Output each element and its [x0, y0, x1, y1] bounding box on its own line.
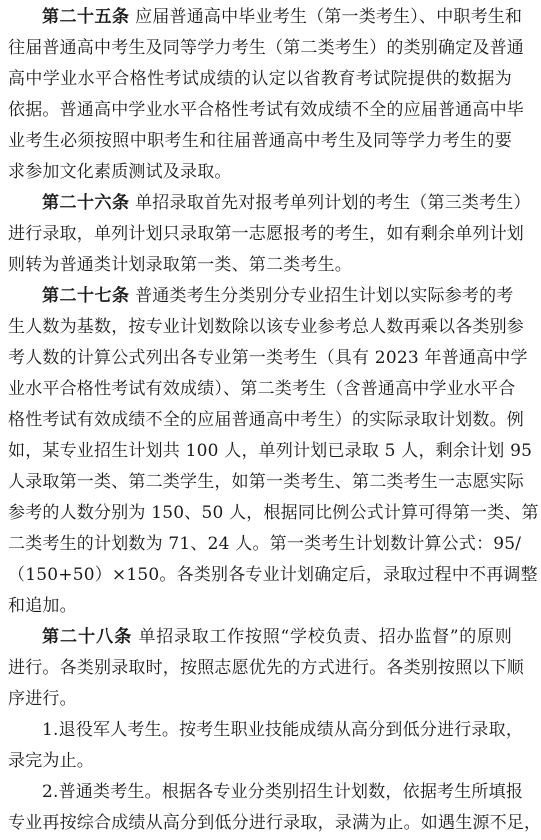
- article-27-line-10: （150+50）×150。各类别各专业计划确定后，录取过程中不再调整: [8, 565, 538, 585]
- article-27-line-7: 人录取第一类、第二类学生，如第一类考生、第二类考生一志愿实际: [8, 472, 524, 492]
- article-25-heading: 第二十五条: [42, 7, 130, 27]
- article-27-line-5: 格性考试有效成绩不全的应届普通高中考生）的实际录取计划数。例: [8, 410, 524, 430]
- article-26-line-1: [42, 186, 531, 220]
- item-2-line-2: 专业再按综合成绩从高分到低分进行录取，录满为止。如遇生源不足，: [8, 813, 541, 833]
- article-28-heading: 第二十八条: [42, 627, 133, 647]
- article-28-line-3: 序进行。: [8, 689, 77, 709]
- article-25-line-2: 往届普通高中考生及同等学力考生（第二类考生）的类别确定及普通: [8, 38, 524, 58]
- item-1-line-2: 录完为止。: [8, 751, 94, 771]
- item-2-line-1: 2.普通类考生。根据各专业分类别招生计划数，依据考生所填报: [42, 782, 524, 802]
- article-25-text: 应届普通高中毕业考生（第一类考生）、中职考生和: [135, 7, 523, 27]
- article-27-line-6: 如，某专业招生计划共 100 人，单列计划已录取 5 人，剩余计划 95: [8, 441, 533, 461]
- article-27-line-11: 和追加。: [8, 596, 77, 616]
- article-26-heading: 第二十六条: [42, 193, 130, 213]
- article-25-line-3: 高中学业水平合格性考试成绩的认定以省教育考试院提供的数据为: [8, 69, 512, 89]
- article-27-line-8: 参考的人数分别为 150、50 人，根据同比例公式计算可得第一类、第: [8, 503, 539, 523]
- article-27-line-1: [42, 279, 512, 313]
- article-25-line-6: 求参加文化素质测试及录取。: [8, 162, 232, 182]
- article-28-text: 单招录取工作按照“学校负责、招办监督”的原则: [138, 627, 513, 647]
- article-26-line-2: 进行录取，单列计划只录取第一志愿报考的考生，如有剩余单列计划: [8, 224, 524, 244]
- article-28-line-2: 进行。各类别录取时，按照志愿优先的方式进行。各类别按照以下顺: [8, 658, 524, 678]
- article-25-line-5: 业考生必须按照中职考生和往届普通高中考生及同等学力考生的要: [8, 131, 512, 151]
- article-27-heading: 第二十七条: [42, 286, 130, 306]
- article-26-text: 单招录取首先对报考单列计划的考生（第三类考生）: [135, 193, 531, 213]
- article-27-line-2: 生人数为基数，按专业计划数除以该专业参考总人数再乘以各类别参: [8, 317, 524, 337]
- article-27-line-4: 业水平合格性考试有效成绩）、第二类考生（含普通高中学业水平合: [8, 379, 516, 399]
- item-1-line-1: 1.退役军人考生。按考生职业技能成绩从高分到低分进行录取，: [42, 720, 524, 740]
- article-25-line-4: 依据。普通高中学业水平合格性考试有效成绩不全的应届普通高中毕: [8, 100, 524, 120]
- article-28-line-1: [42, 620, 512, 654]
- article-26-line-3: 则转为普通类计划录取第一类、第二类考生。: [8, 255, 352, 275]
- article-27-line-3: 考人数的计算公式列出各专业第一类考生（具有 2023 年普通高中学: [8, 348, 528, 368]
- article-27-text: 普通类考生分类别分专业招生计划以实际参考的考: [135, 286, 514, 306]
- article-27-line-9: 二类考生的计划数为 71、24 人。第一类考生计划数计算公式：95/: [8, 534, 522, 554]
- article-25-line-1: [42, 0, 523, 34]
